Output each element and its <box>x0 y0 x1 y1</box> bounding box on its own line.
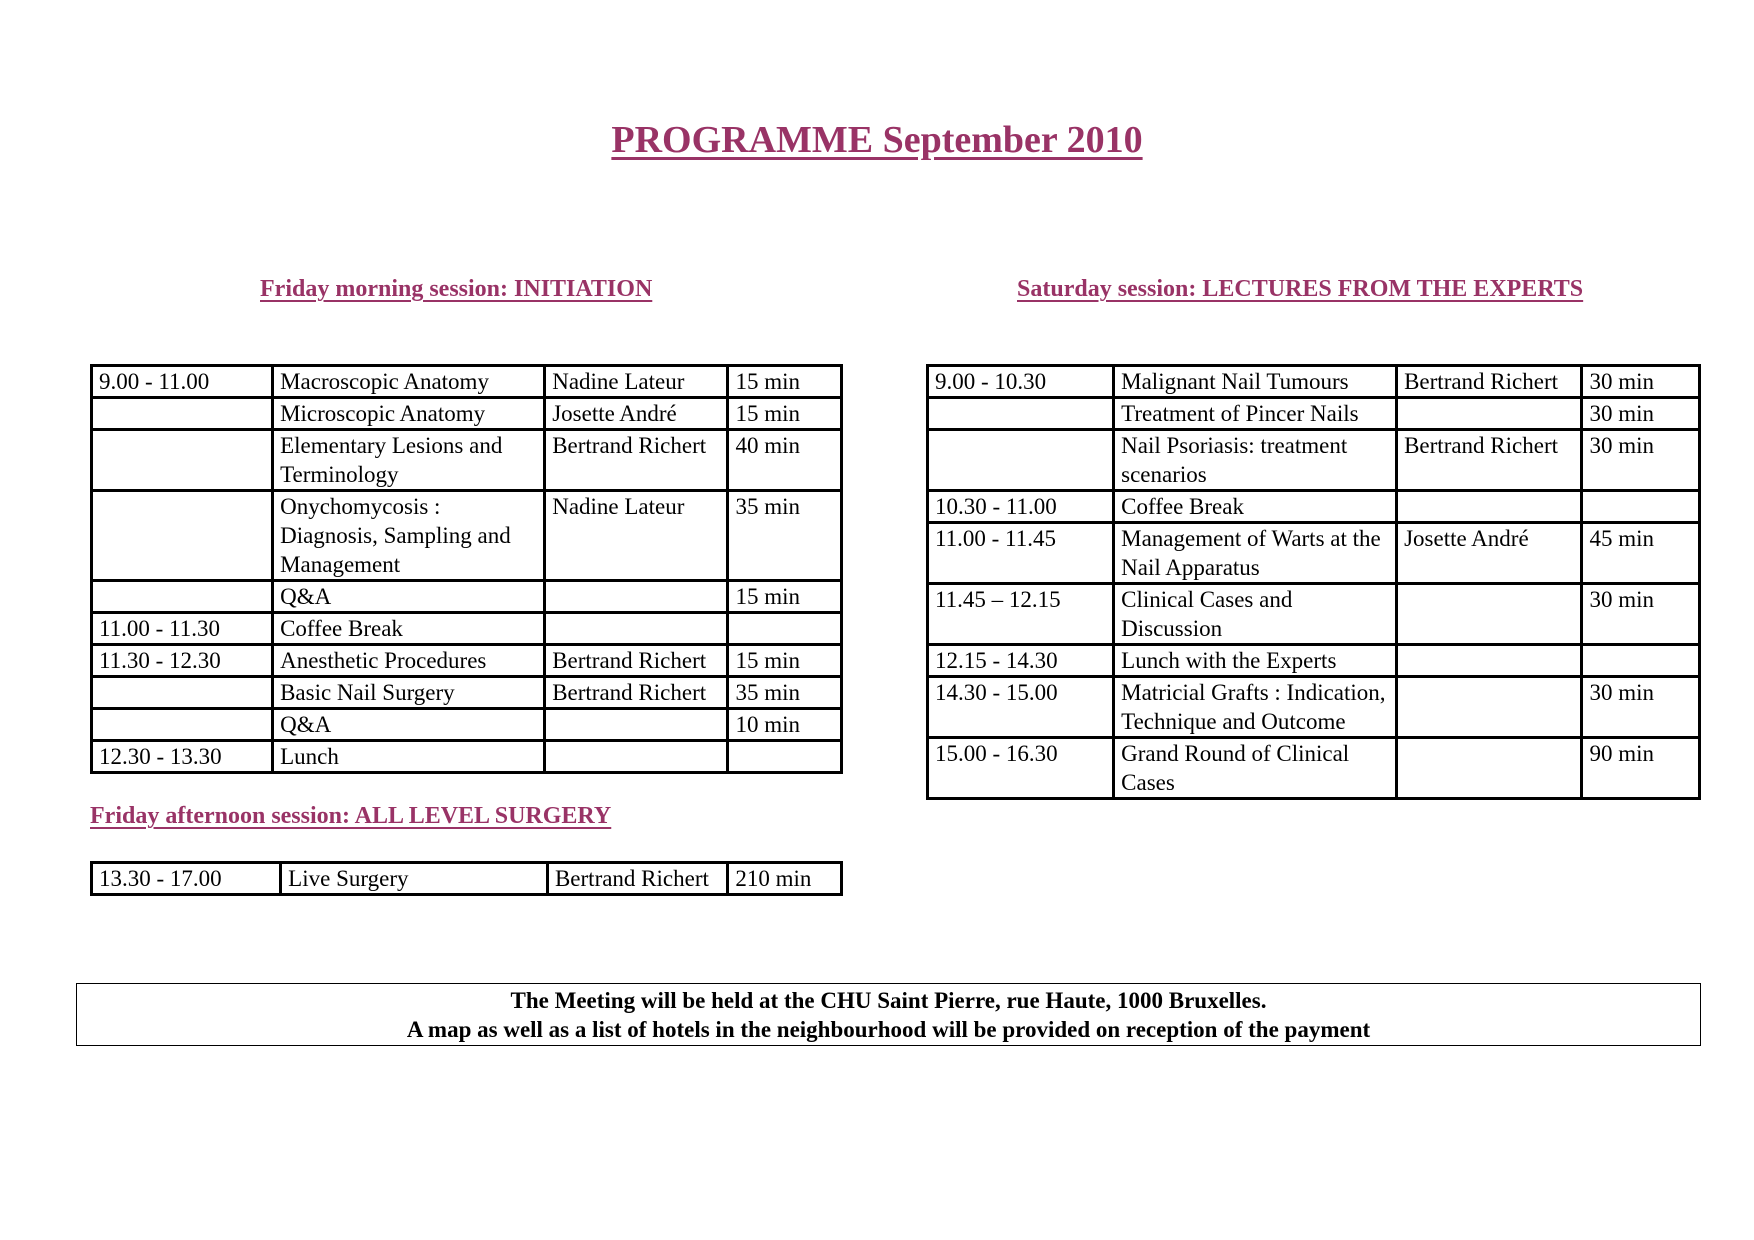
topic-cell: Treatment of Pincer Nails <box>1114 398 1397 430</box>
saturday-table <box>926 364 1701 800</box>
schedule-row <box>928 398 1700 430</box>
time-cell: 10.30 - 11.00 <box>928 491 1114 523</box>
duration-cell: 10 min <box>728 709 842 741</box>
duration-cell: 15 min <box>728 366 842 398</box>
schedule-row <box>92 863 842 895</box>
time-cell: 9.00 - 11.00 <box>92 366 273 398</box>
schedule-row <box>928 523 1700 584</box>
duration-cell <box>728 741 842 773</box>
speaker-cell <box>1397 677 1582 738</box>
speaker-cell <box>1397 398 1582 430</box>
saturday-heading: Saturday session: LECTURES FROM THE EXPERTS <box>1017 276 1584 302</box>
topic-cell: Q&A <box>273 709 545 741</box>
time-cell: 12.30 - 13.30 <box>92 741 273 773</box>
duration-cell: 40 min <box>728 430 842 491</box>
schedule-row <box>92 677 842 709</box>
duration-cell: 30 min <box>1582 398 1700 430</box>
speaker-cell: Bertrand Richert <box>545 430 728 491</box>
topic-cell: Basic Nail Surgery <box>273 677 545 709</box>
friday-morning-table <box>90 364 843 774</box>
time-cell <box>92 581 273 613</box>
duration-cell: 35 min <box>728 677 842 709</box>
schedule-row <box>928 738 1700 799</box>
time-cell: 15.00 - 16.30 <box>928 738 1114 799</box>
topic-cell: Clinical Cases and Discussion <box>1114 584 1397 645</box>
time-cell: 11.45 – 12.15 <box>928 584 1114 645</box>
topic-cell: Management of Warts at the Nail Apparatus <box>1114 523 1397 584</box>
topic-cell: Lunch <box>273 741 545 773</box>
time-cell: 11.00 - 11.30 <box>92 613 273 645</box>
speaker-cell <box>545 581 728 613</box>
schedule-row <box>92 741 842 773</box>
duration-cell: 30 min <box>1582 584 1700 645</box>
speaker-cell: Bertrand Richert <box>1397 430 1582 491</box>
duration-cell: 30 min <box>1582 430 1700 491</box>
topic-cell: Matricial Grafts : Indication, Technique and Outcome <box>1114 677 1397 738</box>
schedule-row <box>928 491 1700 523</box>
schedule-row <box>92 366 842 398</box>
speaker-cell: Josette André <box>545 398 728 430</box>
venue-line: The Meeting will be held at the CHU Saint Pierre, rue Haute, 1000 Bruxelles. <box>510 988 1267 1013</box>
speaker-cell: Bertrand Richert <box>545 645 728 677</box>
schedule-row <box>928 677 1700 738</box>
schedule-row <box>92 645 842 677</box>
speaker-cell <box>545 741 728 773</box>
time-cell: 12.15 - 14.30 <box>928 645 1114 677</box>
friday-afternoon-heading: Friday afternoon session: ALL LEVEL SURGERY <box>90 803 612 829</box>
speaker-cell <box>1397 584 1582 645</box>
duration-cell: 15 min <box>728 581 842 613</box>
speaker-cell <box>1397 738 1582 799</box>
venue-info-box <box>76 983 1701 1046</box>
topic-cell: Malignant Nail Tumours <box>1114 366 1397 398</box>
page-title <box>0 118 1754 162</box>
speaker-cell <box>1397 491 1582 523</box>
time-cell <box>92 491 273 581</box>
time-cell: 11.30 - 12.30 <box>92 645 273 677</box>
schedule-row <box>92 398 842 430</box>
speaker-cell: Bertrand Richert <box>547 863 727 895</box>
duration-cell: 30 min <box>1582 677 1700 738</box>
speaker-cell: Josette André <box>1397 523 1582 584</box>
topic-cell: Anesthetic Procedures <box>273 645 545 677</box>
speaker-cell <box>1397 645 1582 677</box>
page-title-text: PROGRAMME September 2010 <box>611 119 1143 161</box>
duration-cell <box>1582 491 1700 523</box>
duration-cell: 35 min <box>728 491 842 581</box>
time-cell: 14.30 - 15.00 <box>928 677 1114 738</box>
time-cell: 13.30 - 17.00 <box>92 863 281 895</box>
schedule-row <box>92 709 842 741</box>
duration-cell <box>728 613 842 645</box>
topic-cell: Q&A <box>273 581 545 613</box>
schedule-row <box>928 430 1700 491</box>
time-cell: 11.00 - 11.45 <box>928 523 1114 584</box>
topic-cell: Macroscopic Anatomy <box>273 366 545 398</box>
schedule-row <box>92 613 842 645</box>
duration-cell: 210 min <box>728 863 842 895</box>
friday-morning-heading: Friday morning session: INITIATION <box>260 276 653 302</box>
duration-cell <box>1582 645 1700 677</box>
speaker-cell: Nadine Lateur <box>545 366 728 398</box>
duration-cell: 90 min <box>1582 738 1700 799</box>
schedule-row <box>92 491 842 581</box>
hotels-line: A map as well as a list of hotels in the neighbourhood will be provided on reception of the payment <box>406 1017 1371 1042</box>
duration-cell: 45 min <box>1582 523 1700 584</box>
time-cell <box>928 398 1114 430</box>
speaker-cell: Bertrand Richert <box>545 677 728 709</box>
topic-cell: Coffee Break <box>273 613 545 645</box>
topic-cell: Coffee Break <box>1114 491 1397 523</box>
speaker-cell: Bertrand Richert <box>1397 366 1582 398</box>
schedule-row <box>928 366 1700 398</box>
schedule-row <box>92 430 842 491</box>
topic-cell: Live Surgery <box>281 863 548 895</box>
duration-cell: 30 min <box>1582 366 1700 398</box>
topic-cell: Onychomycosis : Diagnosis, Sampling and Management <box>273 491 545 581</box>
time-cell: 9.00 - 10.30 <box>928 366 1114 398</box>
schedule-row <box>92 581 842 613</box>
duration-cell: 15 min <box>728 645 842 677</box>
schedule-row <box>928 584 1700 645</box>
speaker-cell <box>545 709 728 741</box>
speaker-cell <box>545 613 728 645</box>
topic-cell: Lunch with the Experts <box>1114 645 1397 677</box>
time-cell <box>928 430 1114 491</box>
time-cell <box>92 677 273 709</box>
time-cell <box>92 709 273 741</box>
topic-cell: Microscopic Anatomy <box>273 398 545 430</box>
friday-afternoon-table <box>90 861 843 896</box>
time-cell <box>92 398 273 430</box>
duration-cell: 15 min <box>728 398 842 430</box>
topic-cell: Elementary Lesions and Terminology <box>273 430 545 491</box>
schedule-row <box>928 645 1700 677</box>
topic-cell: Grand Round of Clinical Cases <box>1114 738 1397 799</box>
speaker-cell: Nadine Lateur <box>545 491 728 581</box>
topic-cell: Nail Psoriasis: treatment scenarios <box>1114 430 1397 491</box>
time-cell <box>92 430 273 491</box>
